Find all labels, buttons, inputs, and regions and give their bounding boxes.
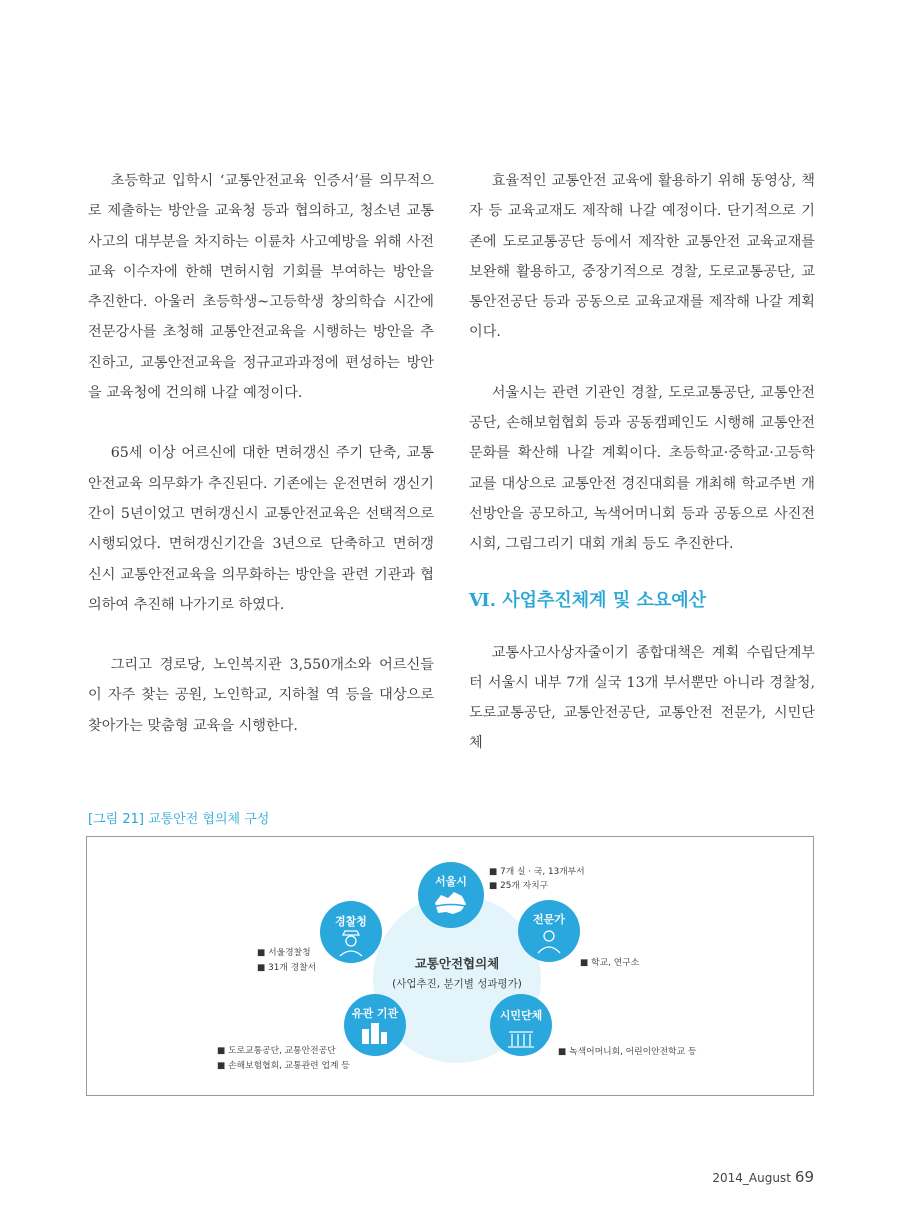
node-seoul-label: 서울시	[435, 875, 467, 888]
issue-label: 2014_August	[712, 1171, 791, 1185]
diagram-canvas	[87, 837, 815, 1097]
node-civic	[490, 994, 552, 1056]
node-expert-label: 전문가	[533, 913, 565, 926]
note-agency-1: ■ 도로교통공단, 교통안전공단	[217, 1046, 336, 1056]
note-expert-1: ■ 학교, 연구소	[580, 958, 640, 968]
node-expert	[518, 900, 580, 962]
paragraph: 효율적인 교통안전 교육에 활용하기 위해 동영상, 책자 등 교육교재도 제작해 나갈 예정이다. 단기적으로 기존에 도로교통공단 등에서 제작한 교통안전 교육교재를 보완해 활용하고, 중장기적으로 경찰, 도로교통공단, 교통안전공단 등과 공동으로 교육교재를 제작해 나갈 계획이다.	[469, 173, 815, 341]
node-police-label: 경찰청	[335, 915, 367, 928]
note-civic-1: ■ 녹색어머니회, 어린이안전학교 등	[558, 1047, 697, 1057]
node-civic-label: 시민단체	[499, 1009, 543, 1022]
paragraph: 초등학교 입학시 ‘교통안전교육 인증서’를 의무적으로 제출하는 방안을 교육청 등과 협의하고, 청소년 교통사고의 대부분을 차지하는 이륜차 사고예방을 위해 사전교육 이수자에 한해 면허시험 기회를 부여하는 방안을 추진한다. 아울러 초등학생~고등학생 창의학습 시간에 전문강사를 초청해 교통안전교육을 시행하는 방안을 추진하고, 교통안전교육을 정규교과과정에 편성하는 방안을 교육청에 건의해 나갈 예정이다.	[88, 173, 434, 402]
figure-caption: [그림 21] 교통안전 협의체 구성	[88, 812, 270, 827]
paragraph: 교통사고사상자줄이기 종합대책은 계획 수립단계부터 서울시 내부 7개 실국 13개 부서뿐만 아니라 경찰청, 도로교통공단, 교통안전공단, 교통안전 전문가, 시민단체	[469, 644, 815, 752]
note-seoul-1: ■ 7개 실 · 국, 13개부서	[489, 867, 585, 877]
node-agency	[344, 994, 406, 1056]
node-police	[320, 901, 382, 963]
node-agency-label: 유관 기관	[351, 1007, 399, 1020]
section-heading: Ⅵ. 사업추진체계 및 소요예산	[469, 589, 707, 611]
left-column	[88, 166, 434, 741]
page-number: 69	[794, 1168, 814, 1186]
right-column	[469, 166, 815, 759]
paragraph: 서울시는 관련 기관인 경찰, 도로교통공단, 교통안전공단, 손해보험협회 등과 공동캠페인도 시행해 교통안전문화를 확산해 나갈 계획이다. 초등학교·중학교·고등학교를 대상으로 교통안전 경진대회를 개최해 학교주변 개선방안을 공모하고, 녹색어머니회 등과 공동으로 사진전시회, 그림그리기 대회 개최 등도 추진한다.	[469, 384, 815, 553]
paragraph: 그리고 경로당, 노인복지관 3,550개소와 어르신들이 자주 찾는 공원, 노인학교, 지하철 역 등을 대상으로 찾아가는 맞춤형 교육을 시행한다.	[88, 657, 434, 734]
note-police-1: ■ 서울경찰청	[257, 948, 311, 958]
council-title: 교통안전협의체	[414, 956, 500, 971]
paragraph: 65세 이상 어르신에 대한 면허갱신 주기 단축, 교통안전교육 의무화가 추진된다. 기존에는 운전면허 갱신기간이 5년이었고 면허갱신시 교통안전교육은 선택적으로 시행되었다. 면허갱신기간을 3년으로 단축하고 면허갱신시 교통안전교육을 의무화하는 방안을 관련 기관과 협의하여 추진해 나가기로 하였다.	[88, 445, 434, 613]
note-police-2: ■ 31개 경찰서	[257, 963, 317, 973]
figure-diagram	[86, 836, 814, 1096]
council-subtitle: (사업추진, 분기별 성과평가)	[392, 978, 522, 990]
note-seoul-2: ■ 25개 자치구	[489, 881, 549, 891]
node-seoul	[418, 862, 484, 928]
note-agency-2: ■ 손해보험협회, 교통관련 업계 등	[217, 1061, 350, 1071]
page-footer	[712, 1168, 814, 1186]
